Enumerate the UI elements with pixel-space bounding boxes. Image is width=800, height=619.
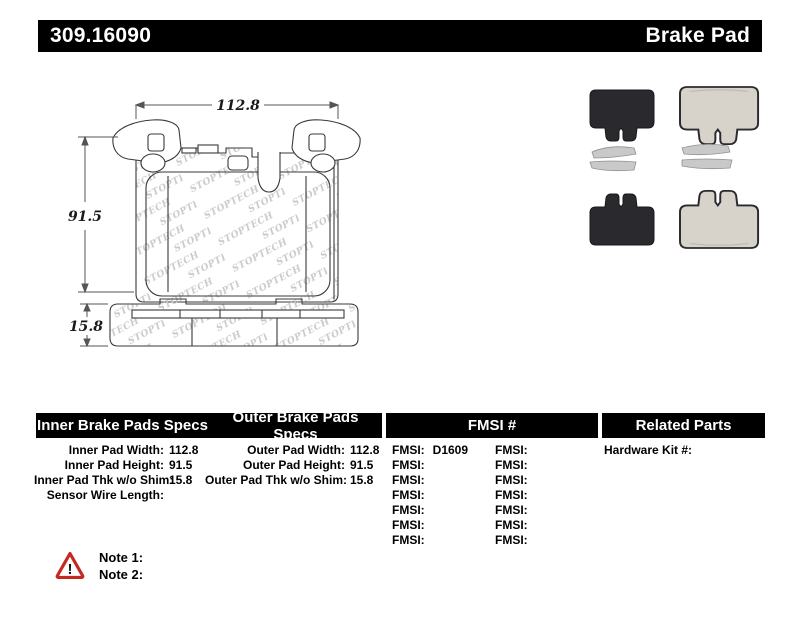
table-row bbox=[392, 518, 478, 533]
inner-specs-header: Inner Brake Pads Specs bbox=[37, 417, 208, 434]
pad-friction-bottom-right bbox=[680, 191, 758, 248]
table-row bbox=[495, 473, 581, 488]
fmsi-label: FMSI: bbox=[392, 458, 425, 472]
fmsi-value: D1609 bbox=[432, 443, 469, 457]
table-row bbox=[34, 458, 209, 473]
sensor-window bbox=[228, 156, 248, 170]
table-row bbox=[34, 473, 209, 488]
spec-label: Inner Pad Thk w/o Shim: bbox=[34, 473, 174, 487]
fmsi-header-bar bbox=[386, 413, 598, 438]
fmsi-value bbox=[433, 458, 478, 473]
front-view bbox=[113, 120, 360, 302]
spec-label: Outer Pad Height: bbox=[242, 458, 345, 472]
spec-label: Outer Pad Thk w/o Shim: bbox=[205, 473, 348, 487]
spec-value: 91.5 bbox=[169, 458, 193, 472]
table-row bbox=[392, 458, 478, 473]
fmsi-label: FMSI: bbox=[495, 518, 528, 532]
related-parts-header: Related Parts bbox=[635, 417, 732, 434]
fmsi-label: FMSI: bbox=[392, 533, 425, 547]
table-row bbox=[495, 443, 581, 458]
page-title: Brake Pad bbox=[645, 24, 750, 47]
spec-value: 91.5 bbox=[350, 458, 374, 472]
note-2: Note 2: bbox=[99, 567, 144, 582]
inner-specs-column bbox=[34, 443, 209, 503]
table-row bbox=[34, 488, 209, 503]
pad-friction-top-right bbox=[680, 87, 758, 144]
fmsi-value bbox=[536, 458, 581, 473]
table-row bbox=[392, 443, 478, 458]
exclamation-glyph: ! bbox=[67, 561, 73, 578]
fmsi-label: FMSI: bbox=[495, 503, 528, 517]
warning-triangle-icon bbox=[55, 551, 85, 579]
outer-specs-header: Outer Brake Pads Specs bbox=[232, 408, 359, 443]
fmsi-label: FMSI: bbox=[495, 458, 528, 472]
fmsi-value bbox=[536, 533, 581, 548]
table-row bbox=[34, 443, 209, 458]
thickness-dimension-label: 15.8 bbox=[68, 319, 104, 335]
pad-back-top-left bbox=[590, 90, 654, 141]
table-row bbox=[495, 458, 581, 473]
notes-section bbox=[55, 549, 143, 583]
table-row bbox=[205, 458, 390, 473]
fmsi-value bbox=[433, 473, 478, 488]
table-row bbox=[495, 518, 581, 533]
fmsi-value bbox=[536, 443, 581, 458]
fmsi-label: FMSI: bbox=[495, 473, 528, 487]
fmsi-value bbox=[433, 503, 478, 518]
spec-value: 15.8 bbox=[169, 473, 193, 487]
side-view bbox=[110, 299, 358, 346]
fmsi-value bbox=[536, 503, 581, 518]
fmsi-label: FMSI: bbox=[392, 518, 425, 532]
pad-back-bottom-left bbox=[590, 194, 654, 245]
fmsi-label: FMSI: bbox=[392, 473, 425, 487]
fmsi-label: FMSI: bbox=[495, 443, 528, 457]
spec-value: 15.8 bbox=[350, 473, 374, 487]
table-row bbox=[495, 503, 581, 518]
table-row bbox=[392, 503, 478, 518]
shim-strip bbox=[132, 310, 344, 318]
table-row bbox=[205, 473, 390, 488]
part-number: 309.16090 bbox=[50, 24, 152, 47]
related-part-value bbox=[700, 443, 745, 458]
brake-pad-technical-drawing bbox=[40, 90, 370, 360]
related-part-label: Hardware Kit #: bbox=[604, 443, 693, 457]
fmsi-label: FMSI: bbox=[495, 488, 528, 502]
fmsi-label: FMSI: bbox=[392, 443, 425, 457]
hardware-clips bbox=[590, 144, 732, 170]
table-row bbox=[495, 488, 581, 503]
center-notch bbox=[258, 152, 280, 192]
note-1: Note 1: bbox=[99, 550, 144, 565]
related-parts-column bbox=[604, 443, 745, 458]
table-row bbox=[392, 488, 478, 503]
table-row bbox=[392, 533, 478, 548]
spec-value bbox=[169, 488, 209, 503]
table-row bbox=[495, 533, 581, 548]
table-row bbox=[604, 443, 745, 458]
fmsi-label: FMSI: bbox=[495, 533, 528, 547]
fmsi-value bbox=[536, 518, 581, 533]
outer-specs-column bbox=[205, 443, 390, 488]
fmsi-column-2 bbox=[495, 443, 581, 548]
fmsi-value bbox=[536, 473, 581, 488]
fmsi-label: FMSI: bbox=[392, 503, 425, 517]
fmsi-label: FMSI: bbox=[392, 488, 425, 502]
fmsi-value bbox=[433, 533, 478, 548]
spec-label: Sensor Wire Length: bbox=[46, 488, 164, 502]
left-guide-hole bbox=[141, 154, 165, 172]
brake-pad-product-photo bbox=[580, 84, 775, 252]
table-row bbox=[392, 473, 478, 488]
spec-value: 112.8 bbox=[169, 443, 199, 457]
right-guide-hole bbox=[311, 154, 335, 172]
fmsi-value bbox=[433, 518, 478, 533]
title-bar bbox=[38, 20, 762, 52]
spec-label: Outer Pad Width: bbox=[247, 443, 345, 457]
spec-label: Inner Pad Height: bbox=[64, 458, 164, 472]
fmsi-header: FMSI # bbox=[467, 417, 517, 434]
table-row bbox=[205, 443, 390, 458]
spec-label: Inner Pad Width: bbox=[68, 443, 164, 457]
height-dimension-label: 91.5 bbox=[67, 209, 103, 225]
side-profile bbox=[110, 299, 358, 346]
related-parts-header-bar bbox=[602, 413, 765, 438]
backing-plate bbox=[136, 148, 338, 302]
width-dimension-label: 112.8 bbox=[216, 98, 260, 114]
fmsi-column-1 bbox=[392, 443, 478, 548]
specs-header-bar bbox=[36, 408, 382, 443]
spec-value: 112.8 bbox=[350, 443, 380, 457]
fmsi-value bbox=[433, 488, 478, 503]
fmsi-value bbox=[536, 488, 581, 503]
